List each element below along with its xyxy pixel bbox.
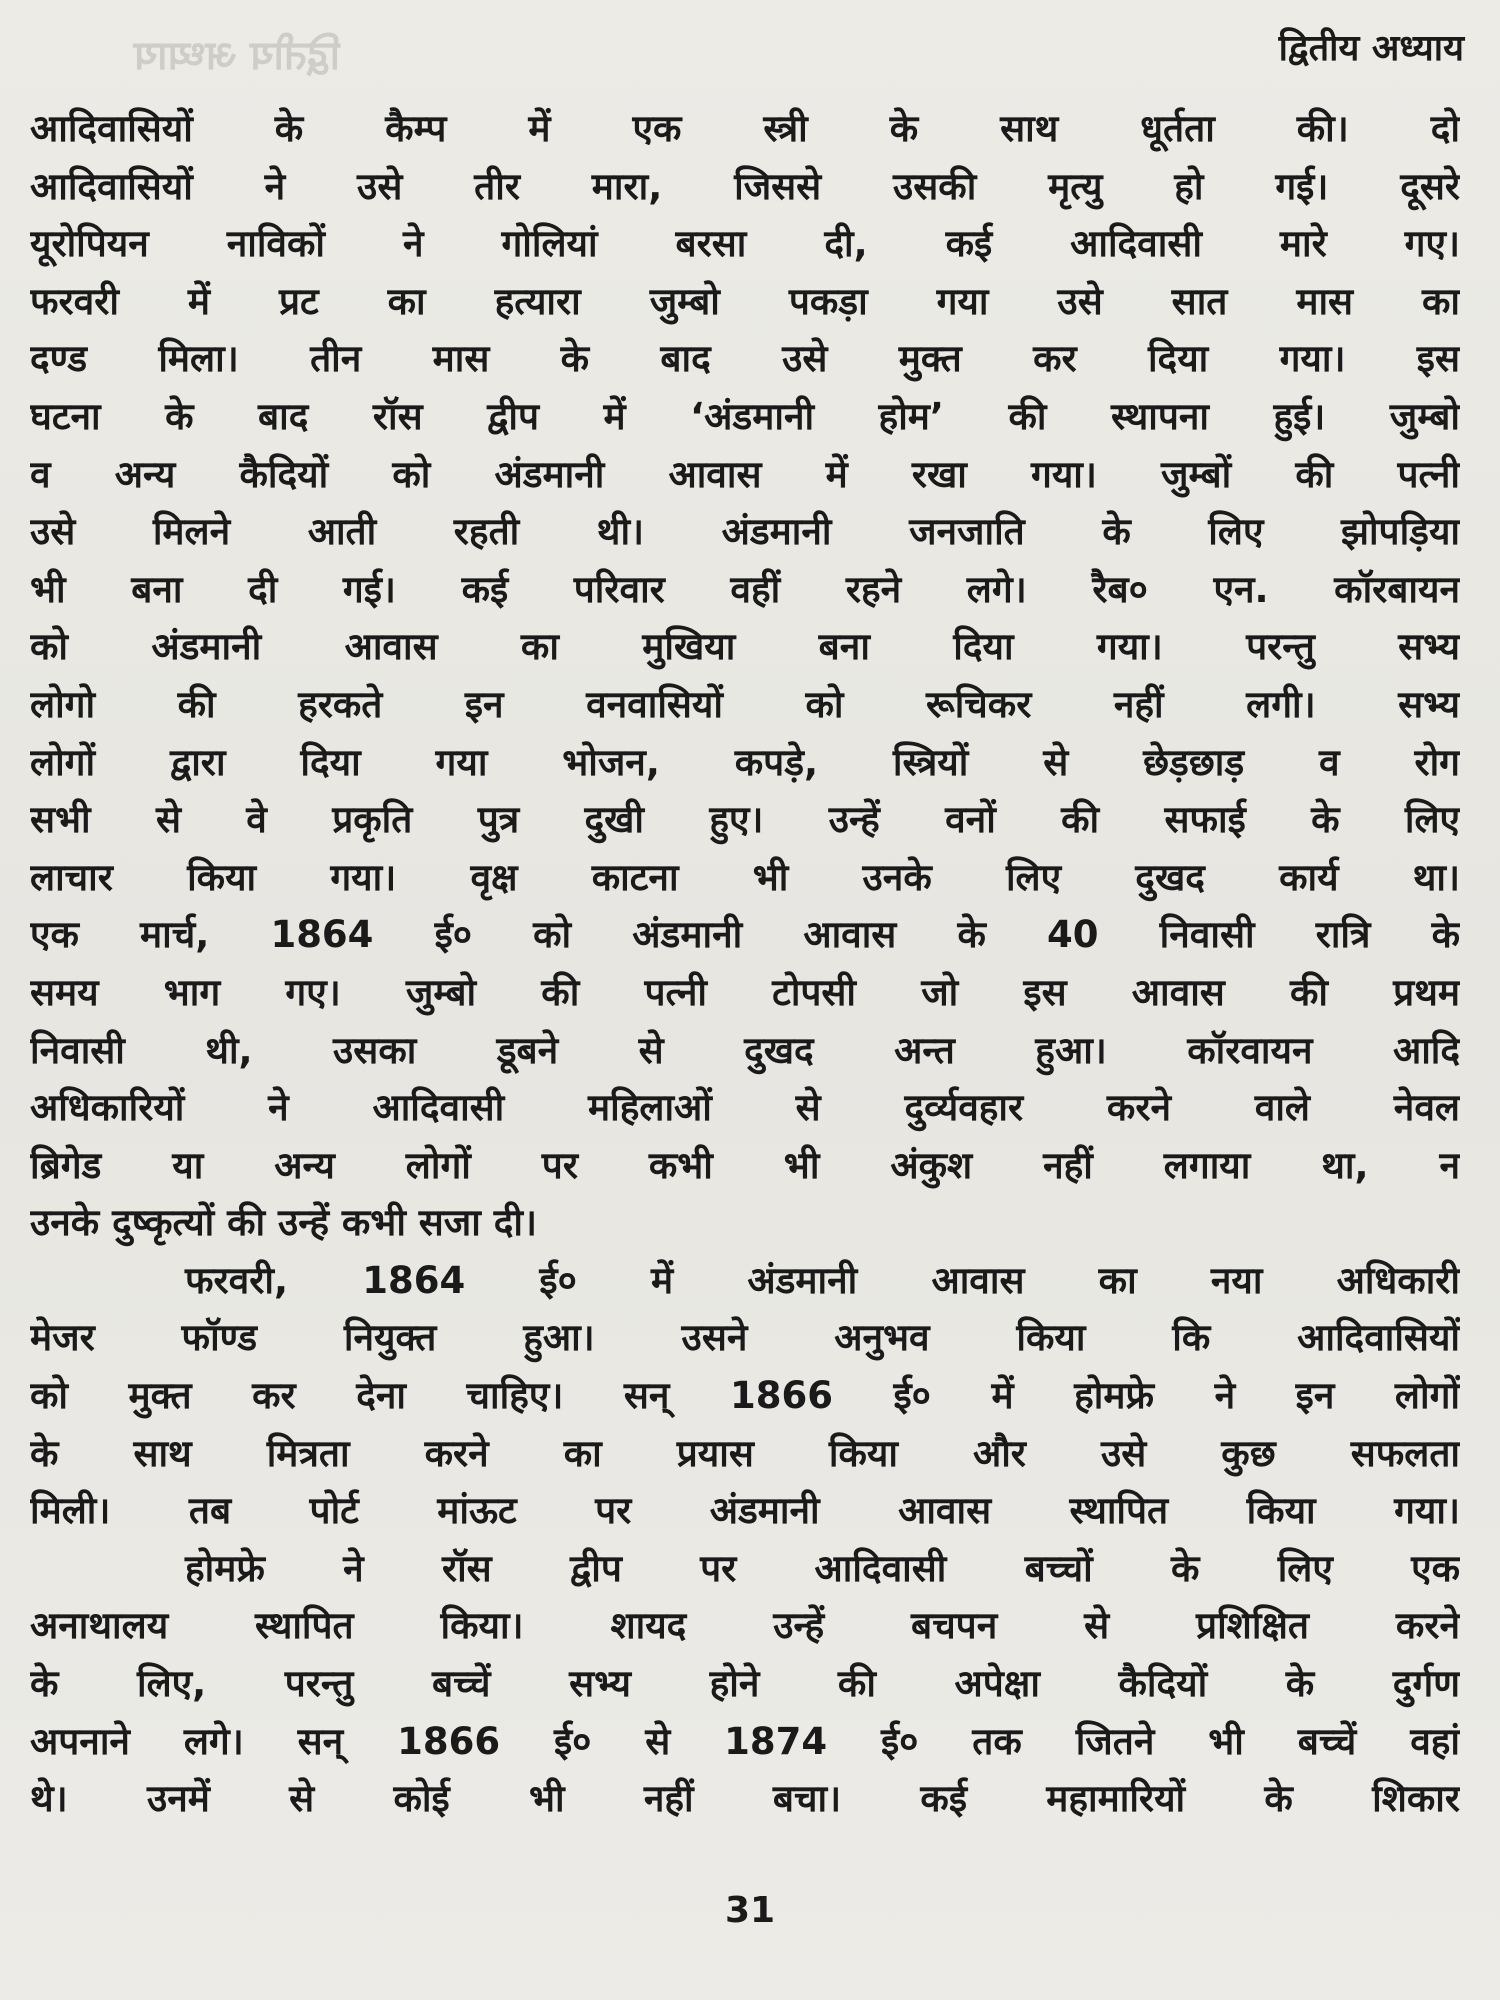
paragraph-first-line: फरवरी, 1864 ई० में अंडमानी आवास का नया अधिकारी [185,1258,1460,1302]
paragraph-last-line: उनके दुष्कृत्यों की उन्हें कभी सजा दी। [30,1201,537,1245]
text-line: मिली। तब पोर्ट मांऊट पर अंडमानी आवास स्थापित किया गया। [30,1489,1460,1533]
text-line: के लिए, परन्तु बच्चें सभ्य होने की अपेक्षा कैदियों के दुर्गण [30,1662,1460,1706]
text-line: लाचार किया गया। वृक्ष काटना भी उनके लिए दुखद कार्य था। [30,855,1460,899]
bleed-through-text: द्वितीय अध्याय [133,33,340,79]
text-line: आदिवासियों ने उसे तीर मारा, जिससे उसकी मृत्यु हो गई। दूसरे [30,164,1460,208]
text-line: को मुक्त कर देना चाहिए। सन् 1866 ई० में होमफ्रे ने इन लोगों [30,1374,1460,1418]
text-line: लोगों द्वारा दिया गया भोजन, कपड़े, स्त्रियों से छेड़छाड़ व रोग [30,740,1460,784]
text-line: एक मार्च, 1864 ई० को अंडमानी आवास के 40 निवासी रात्रि के [30,913,1460,957]
text-line: को अंडमानी आवास का मुखिया बना दिया गया। परन्तु सभ्य [30,625,1460,669]
text-line: उसे मिलने आती रहती थी। अंडमानी जनजाति के लिए झोपड़िया [30,510,1460,554]
text-line: सभी से वे प्रकृति पुत्र दुखी हुए। उन्हें वनों की सफाई के लिए [30,798,1460,842]
text-line: व अन्य कैदियों को अंडमानी आवास में रखा गया। जुम्बों की पत्नी [30,452,1460,496]
text-line: यूरोपियन नाविकों ने गोलियां बरसा दी, कई आदिवासी मारे गए। [30,222,1460,266]
text-line: अधिकारियों ने आदिवासी महिलाओं से दुर्व्यवहार करने वाले नेवल [30,1086,1460,1130]
text-line: भी बना दी गई। कई परिवार वहीं रहने लगे। रैब० एन. कॉरबायन [30,567,1460,611]
text-line: थे। उनमें से कोई भी नहीं बचा। कई महामारियों के शिकार [30,1777,1460,1821]
page-number: 31 [724,1890,776,1931]
chapter-title: द्वितीय अध्याय [1278,28,1464,69]
text-line: घटना के बाद रॉस द्वीप में ‘अंडमानी होम’ की स्थापना हुई। जुम्बो [30,394,1460,438]
text-line: अनाथालय स्थापित किया। शायद उन्हें बचपन से प्रशिक्षित करने [30,1604,1460,1648]
text-line: अपनाने लगे। सन् 1866 ई० से 1874 ई० तक जितने भी बच्चें वहां [30,1719,1460,1763]
body-text [30,100,1460,1828]
text-line: लोगो की हरकते इन वनवासियों को रूचिकर नहीं लगी। सभ्य [30,682,1460,726]
text-line: मेजर फॉण्ड नियुक्त हुआ। उसने अनुभव किया कि आदिवासियों [30,1316,1460,1360]
text-line: निवासी थी, उसका डूबने से दुखद अन्त हुआ। कॉरवायन आदि [30,1028,1460,1072]
text-line: समय भाग गए। जुम्बो की पत्नी टोपसी जो इस आवास की प्रथम [30,970,1460,1014]
text-line: दण्ड मिला। तीन मास के बाद उसे मुक्त कर दिया गया। इस [30,337,1460,381]
text-line: फरवरी में प्रट का हत्यारा जुम्बो पकड़ा गया उसे सात मास का [30,279,1460,323]
text-line: आदिवासियों के कैम्प में एक स्त्री के साथ धूर्तता की। दो [30,107,1460,150]
text-line: के साथ मित्रता करने का प्रयास किया और उसे कुछ सफलता [30,1431,1460,1475]
text-line: ब्रिगेड या अन्य लोगों पर कभी भी अंकुश नहीं लगाया था, न [30,1143,1460,1187]
paragraph-first-line: होमफ्रे ने रॉस द्वीप पर आदिवासी बच्चों के लिए एक [185,1546,1460,1590]
